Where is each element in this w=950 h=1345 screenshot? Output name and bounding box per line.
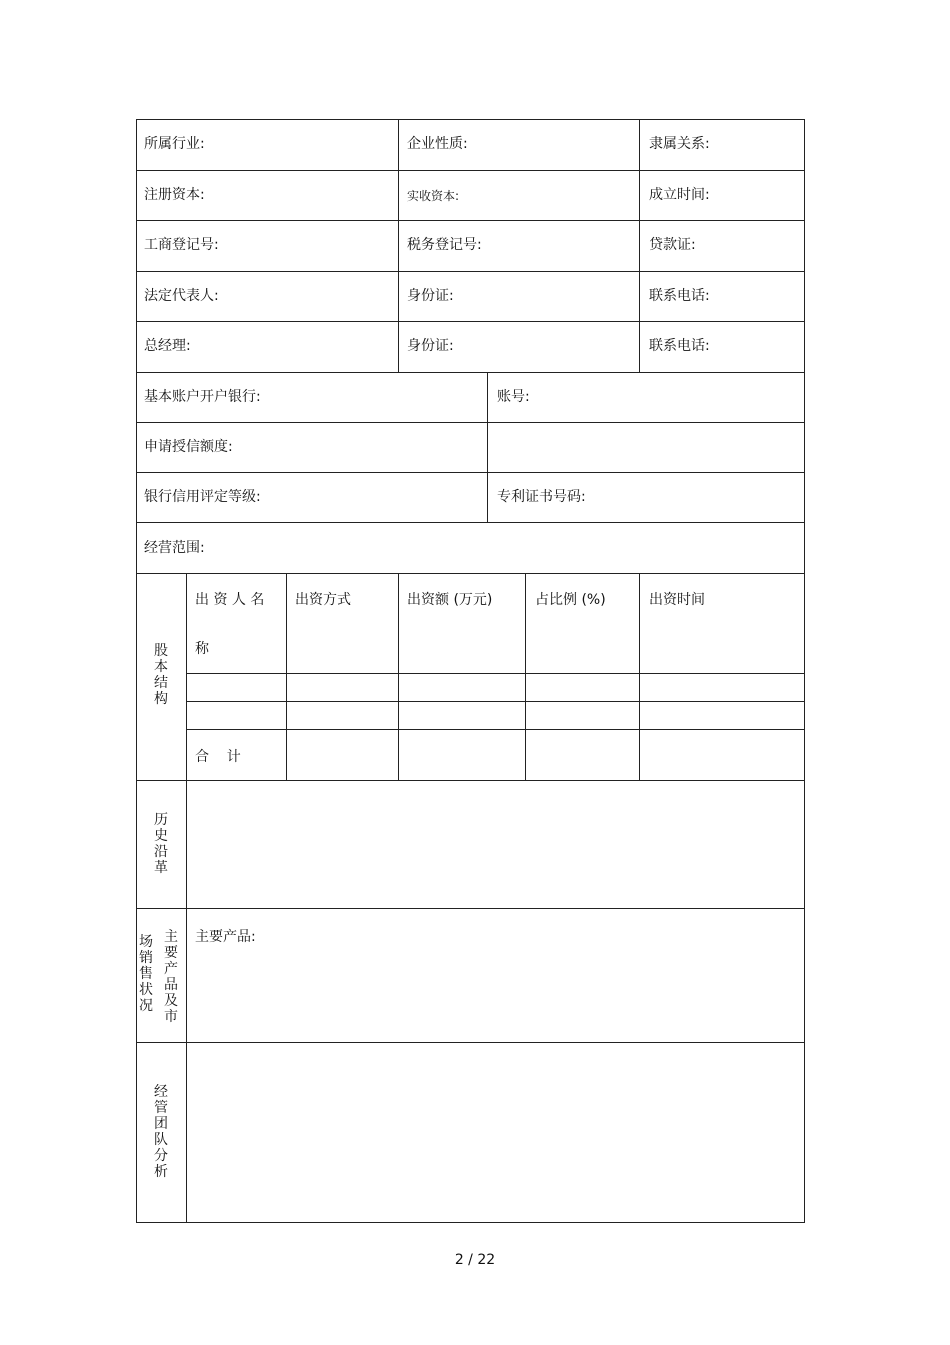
account-number-label: 账号:: [497, 389, 530, 405]
page-number: 2 / 22: [454, 1252, 496, 1268]
rule: [186, 701, 805, 702]
rule: [136, 1042, 805, 1043]
investor-name-header: 出 资 人 名: [195, 592, 265, 608]
equity-structure-label: 股本结构: [154, 643, 168, 707]
rule: [186, 573, 187, 1223]
rule: [639, 573, 640, 780]
tax-registration-label: 税务登记号:: [407, 237, 482, 253]
paid-in-capital-label: 实收资本:: [407, 189, 460, 203]
phone-label: 联系电话:: [649, 288, 710, 304]
history-label: 历史沿革: [154, 812, 168, 876]
investor-name-header-cont: 称: [195, 641, 209, 657]
rule: [136, 220, 805, 221]
rule: [136, 321, 805, 322]
rule: [136, 908, 805, 909]
business-scope-label: 经营范围:: [144, 540, 205, 556]
enterprise-nature-label: 企业性质:: [407, 136, 468, 152]
rule: [136, 372, 805, 373]
rule: [136, 271, 805, 272]
general-manager-label: 总经理:: [144, 338, 191, 354]
rule: [398, 119, 399, 372]
rule: [136, 573, 805, 574]
credit-amount-label: 申请授信额度:: [144, 439, 233, 455]
rule: [136, 422, 805, 423]
rule: [186, 673, 805, 674]
investment-amount-header: 出资额 (万元): [407, 592, 493, 608]
rule: [286, 573, 287, 780]
basic-bank-label: 基本账户开户银行:: [144, 389, 261, 405]
rule: [136, 522, 805, 523]
investment-time-header: 出资时间: [649, 592, 705, 608]
industry-label: 所属行业:: [144, 136, 205, 152]
rule: [136, 119, 137, 1223]
legal-representative-label: 法定代表人:: [144, 288, 219, 304]
market-sales-label: 场销售状况: [139, 934, 153, 1014]
investment-method-header: 出资方式: [295, 592, 351, 608]
rule: [639, 119, 640, 372]
patent-number-label: 专利证书号码:: [497, 489, 586, 505]
share-ratio-header: 占比例 (%): [535, 592, 606, 608]
management-team-label: 经管团队分析: [154, 1084, 168, 1180]
rule: [136, 170, 805, 171]
main-products-label: 主要产品:: [195, 929, 256, 945]
rule: [136, 119, 805, 120]
business-registration-label: 工商登记号:: [144, 237, 219, 253]
established-date-label: 成立时间:: [649, 187, 710, 203]
rule: [487, 372, 488, 522]
id-card-label: 身份证:: [407, 338, 454, 354]
rule: [398, 573, 399, 780]
rule: [136, 780, 805, 781]
phone-label: 联系电话:: [649, 338, 710, 354]
affiliation-label: 隶属关系:: [649, 136, 710, 152]
total-label: 合 计: [195, 749, 241, 765]
loan-card-label: 贷款证:: [649, 237, 696, 253]
main-products-market-label: 主要产品及市: [164, 929, 178, 1025]
rule: [136, 472, 805, 473]
rule: [804, 119, 805, 1223]
rule: [525, 573, 526, 780]
rule: [136, 1222, 805, 1223]
rule: [186, 729, 805, 730]
id-card-label: 身份证:: [407, 288, 454, 304]
credit-rating-label: 银行信用评定等级:: [144, 489, 261, 505]
registered-capital-label: 注册资本:: [144, 187, 205, 203]
